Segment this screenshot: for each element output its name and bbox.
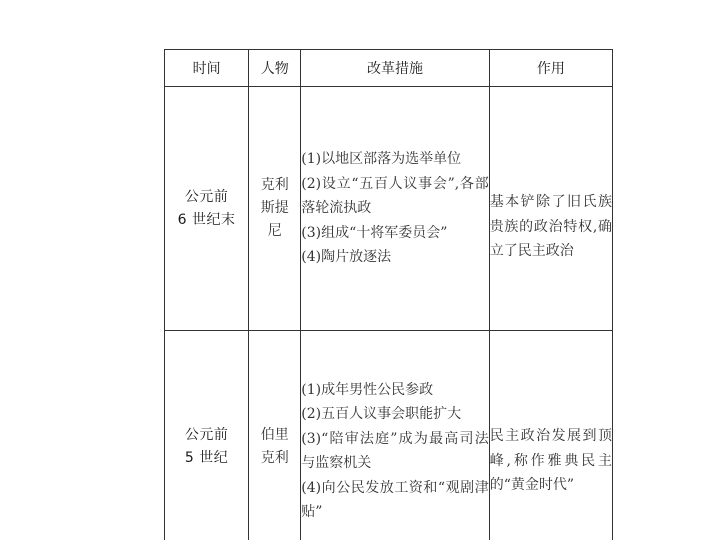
time-line: 5 世纪 [184, 450, 229, 466]
time-line: 公元前 [184, 188, 229, 205]
effect-cell: 基本铲除了旧氏族贵族的政治特权,确立了民主政治 [489, 87, 612, 331]
measure-item: (4)向公民发放工资和“观剧津贴” [301, 479, 489, 520]
measure-item: (1)成年男性公民参政 [301, 381, 434, 398]
time-line: 公元前 [184, 427, 229, 443]
header-row [165, 50, 613, 87]
header-person: 人物 [249, 50, 301, 87]
person-line: 伯里 [260, 427, 289, 443]
table-row [165, 331, 613, 540]
effect-cell: 民主政治发展到顶峰,称作雅典民主的“黄金时代” [489, 331, 612, 540]
person-line: 克利 [260, 450, 289, 466]
measure-item: (2)五百人议事会职能扩大 [301, 406, 462, 422]
measure-item: (1)以地区部落为选举单位 [301, 151, 462, 168]
measure-item: (3)“陪审法庭”成为最高司法与监察机关 [301, 430, 489, 471]
person-cell [249, 331, 301, 540]
time-cell [165, 87, 249, 331]
person-cell [249, 87, 301, 331]
measure-item: (4)陶片放逐法 [301, 249, 392, 266]
person-line: 克利 [260, 177, 289, 193]
header-measures: 改革措施 [301, 50, 489, 87]
reform-table [164, 49, 613, 540]
time-cell [165, 331, 249, 540]
measures-cell [301, 331, 489, 540]
header-time: 时间 [165, 50, 249, 87]
table-row [165, 87, 613, 331]
measures-cell [301, 87, 489, 331]
header-effect: 作用 [489, 50, 612, 87]
person-line: 尼 [267, 223, 282, 239]
time-line: 6 世纪末 [177, 211, 236, 228]
measure-item: (3)组成“十将军委员会” [301, 224, 448, 241]
person-line: 斯提 [260, 200, 289, 216]
measure-item: (2)设立“五百人议事会”,各部落轮流执政 [301, 175, 489, 217]
